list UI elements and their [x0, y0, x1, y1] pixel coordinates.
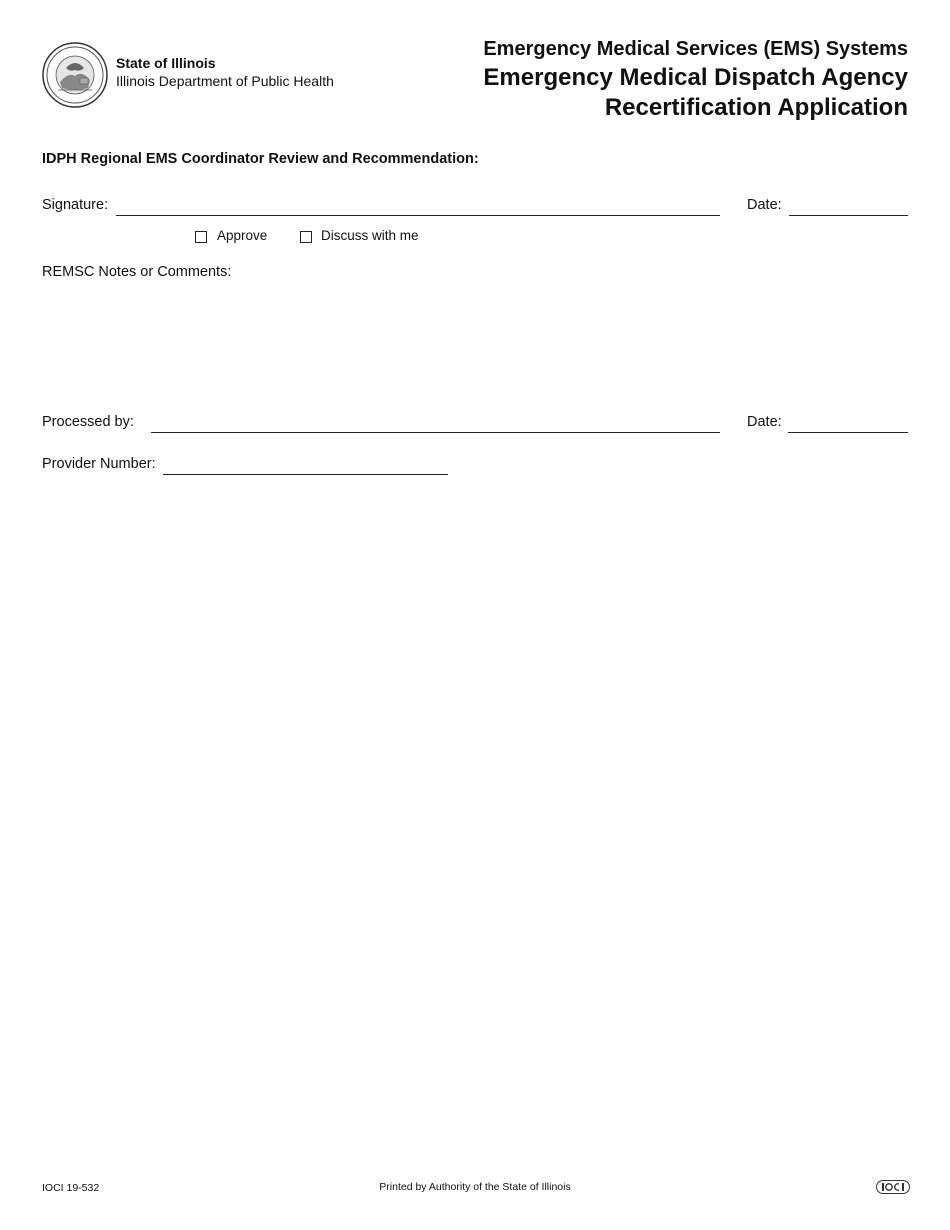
printed-by: Printed by Authority of the State of Illinois	[379, 1181, 571, 1193]
ioci-logo-icon	[876, 1180, 910, 1194]
signature-label: Signature:	[42, 197, 109, 213]
agency-name: State of Illinois	[116, 55, 216, 71]
approve-checkbox[interactable]	[195, 231, 207, 243]
form-code: IOCI 19-532	[42, 1182, 100, 1194]
provider-number-field[interactable]	[163, 474, 448, 475]
review-date-field[interactable]	[789, 215, 908, 216]
processed-date-label: Date:	[747, 414, 782, 430]
review-date-label: Date:	[747, 197, 782, 213]
processed-by-field[interactable]	[151, 432, 720, 433]
discuss-label: Discuss with me	[321, 228, 419, 243]
form-title-line3: Recertification Application	[604, 94, 908, 121]
provider-number-label: Provider Number:	[42, 456, 156, 472]
approve-label: Approve	[217, 228, 268, 243]
section-heading: IDPH Regional EMS Coordinator Review and Recommendation:	[42, 151, 479, 167]
notes-field[interactable]	[42, 286, 908, 396]
form-title-line1: Emergency Medical Services (EMS) Systems	[483, 38, 908, 60]
notes-label: REMSC Notes or Comments:	[42, 264, 232, 280]
department-name: Illinois Department of Public Health	[116, 73, 334, 89]
discuss-checkbox[interactable]	[300, 231, 312, 243]
signature-field[interactable]	[116, 215, 720, 216]
processed-by-label: Processed by:	[42, 414, 134, 430]
state-seal-icon	[42, 42, 108, 108]
processed-date-field[interactable]	[788, 432, 908, 433]
form-title-line2: Emergency Medical Dispatch Agency	[483, 64, 908, 91]
